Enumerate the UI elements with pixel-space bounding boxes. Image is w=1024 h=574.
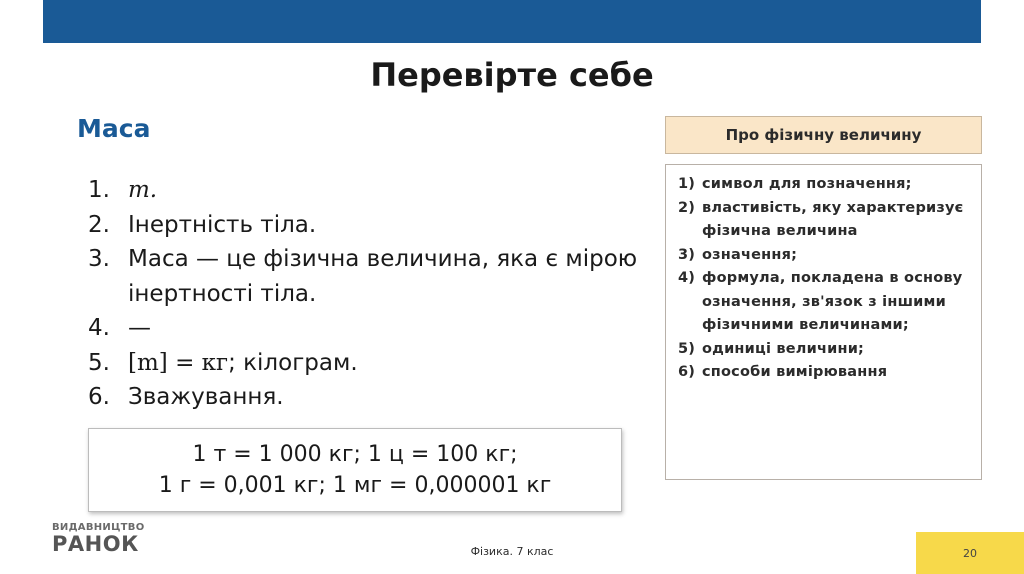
answers-list [88, 173, 648, 415]
answer-item-2 [88, 208, 648, 243]
info-item-number: 4) [678, 270, 696, 286]
answer-item-1 [88, 173, 648, 208]
info-item-text: символ для позначення; [702, 176, 912, 192]
answer-number: 5. [88, 349, 110, 376]
logo-top-text: ВИДАВНИЦТВО [52, 522, 145, 533]
info-header: Про фізичну величину [665, 116, 982, 154]
info-item-text: способи вимірювання [702, 364, 888, 380]
answer-text: Зважування. [128, 384, 284, 410]
answer-text: m. [128, 177, 158, 203]
page-number: 20 [963, 546, 977, 560]
answer-text: ; кілограм. [228, 349, 358, 376]
info-item [678, 244, 981, 268]
answer-item-5 [88, 346, 648, 381]
answer-text: — [128, 315, 151, 341]
info-item-text: означення; [702, 246, 798, 263]
info-item-text: одиниці величини; [702, 340, 865, 357]
conversion-line-1: 1 т = 1 000 кг; 1 ц = 100 кг; [192, 442, 518, 467]
subject-label: Фізика. 7 клас [470, 545, 554, 558]
mass-unit-formula: [m] = кг [128, 349, 229, 376]
answer-text: Маса — це фізична величина, яка є мірою інертності тіла. [128, 246, 638, 307]
answer-number: 2. [88, 211, 110, 238]
info-box [665, 164, 982, 480]
conversion-line-2: 1 г = 0,001 кг; 1 мг = 0,000001 кг [158, 473, 552, 498]
answer-number: 1. [88, 177, 110, 203]
info-item-text: формула, покладена в основу означення, зв'язок з іншими фізичними величинами; [702, 270, 963, 333]
info-item-number: 2) [678, 199, 696, 216]
unit-conversion-box [88, 428, 622, 512]
section-title: Маса [77, 114, 151, 143]
info-item [678, 173, 981, 197]
answer-item-6 [88, 380, 648, 415]
page-number-box [916, 532, 1024, 574]
answer-number: 6. [88, 384, 110, 410]
info-item-number: 1) [678, 176, 696, 192]
info-item [678, 197, 981, 244]
info-item-number: 5) [678, 340, 696, 357]
info-item [678, 338, 981, 362]
top-banner [43, 0, 981, 43]
info-item [678, 361, 981, 385]
info-item [678, 267, 981, 338]
info-item-number: 6) [678, 364, 696, 380]
answer-text: Інертність тіла. [128, 211, 317, 238]
info-item-text: властивість, яку характеризує фізична величина [702, 199, 964, 239]
answer-number: 4. [88, 315, 110, 341]
logo-main-text: РАНОК [52, 532, 139, 556]
slide-title: Перевірте себе [370, 56, 654, 94]
info-list [666, 165, 981, 385]
answer-number: 3. [88, 246, 110, 272]
answer-item-3 [88, 242, 648, 311]
info-item-number: 3) [678, 246, 696, 263]
answer-item-4 [88, 311, 648, 346]
